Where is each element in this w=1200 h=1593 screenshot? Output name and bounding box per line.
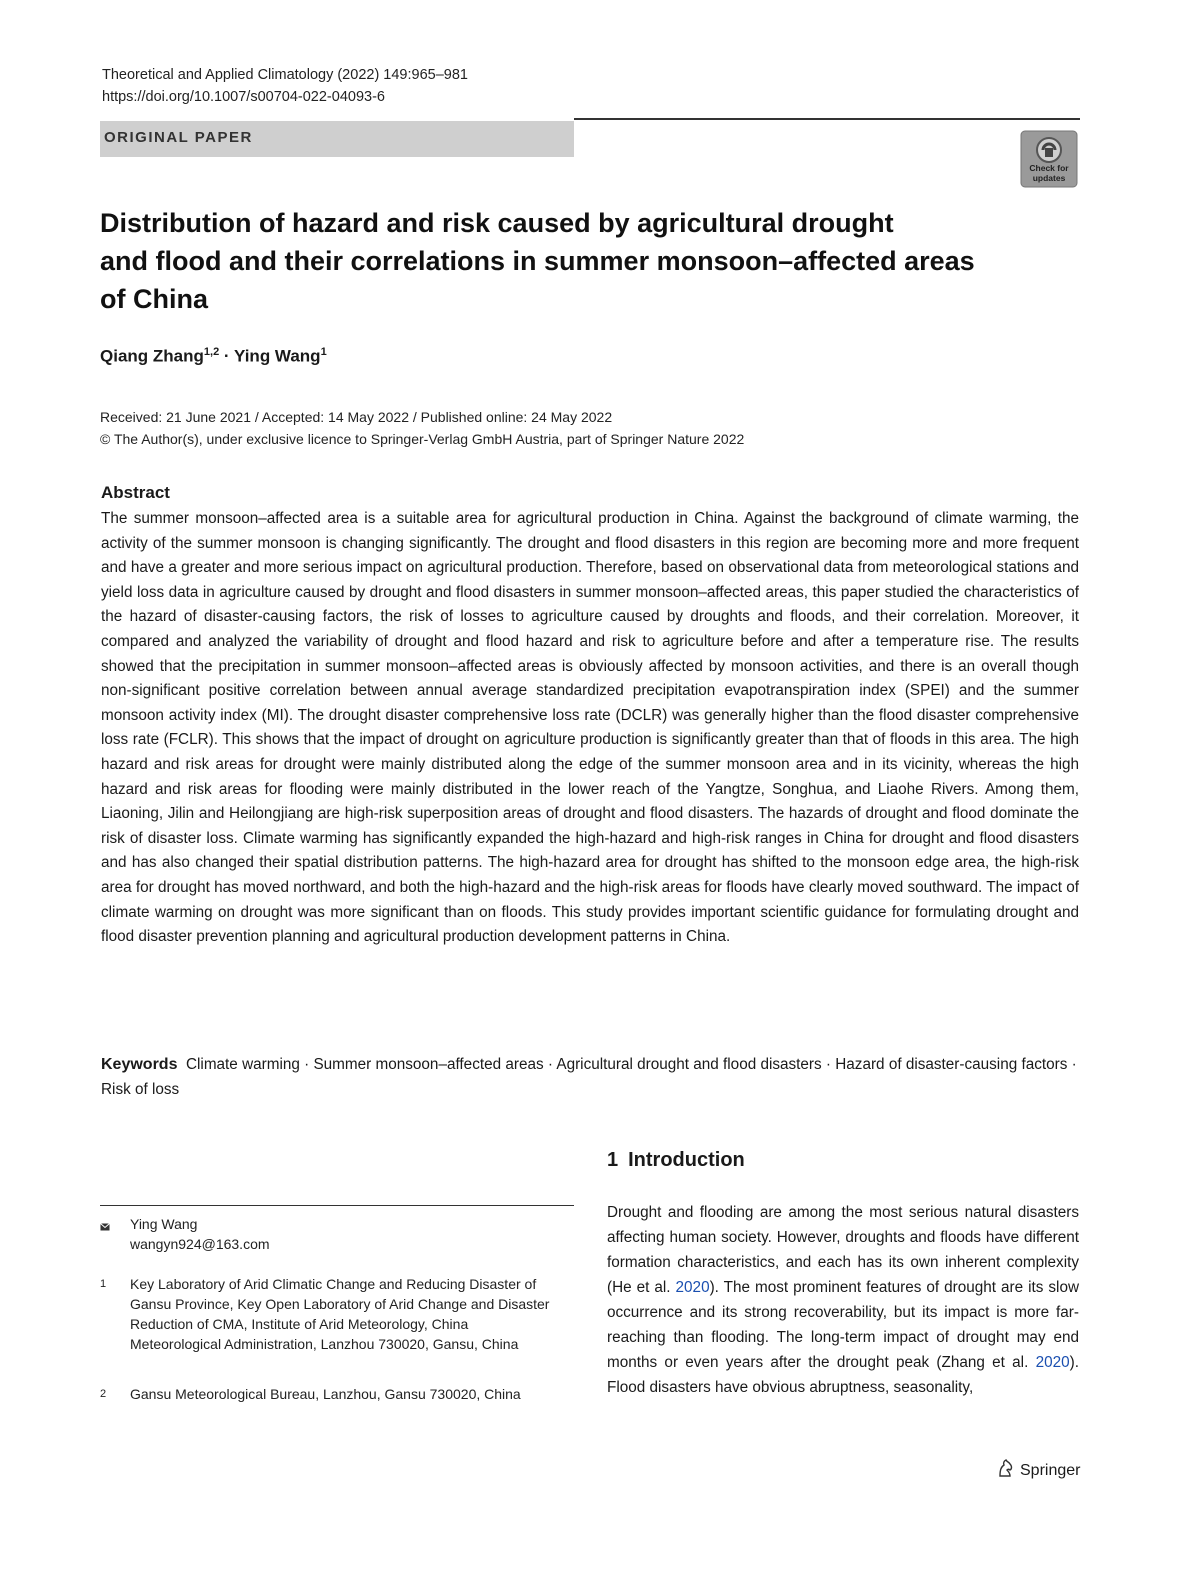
badge-text-line1: Check for [1029,163,1069,173]
abstract-text: The summer monsoon–affected area is a suitable area for agricultural production in China. Against the background of climate warming, the activity of the summer monsoon is changing significantly. The drought and flood disasters in this region are becoming more and more frequent and have a greater and more serious impact on agricultural production. Therefore, based on observational data from meteorological stations and yield loss data in agriculture caused by drought and flood disasters in summer monsoon–affected areas, this paper studied the characteristics of the hazard of disaster-causing factors, the risk of losses to agriculture caused by droughts and floods, and their correlation. Moreover, it compared and analyzed the variability of drought and flood hazard and risk to agriculture before and after a temperature rise. The results showed that the precipitation in summer monsoon–affected areas is obviously affected by monsoon activities, and there is an overall though non-significant positive correlation between annual average standardized precipitation evapotranspiration index (SPEI) and the summer monsoon activity index (MI). The drought disaster comprehensive loss rate (DCLR) was generally higher than the flood disaster comprehensive loss rate (FCLR). This shows that the impact of drought on agriculture production is significantly greater than that of floods in this area. The high hazard and risk areas for drought were mainly distributed along the edge of the summer monsoon area and in its vicinity, whereas the high hazard and risk areas for flooding were mainly distributed in the lower reach of the Yangtze, Songhua, and Liaohe Rivers. Among them, Liaoning, Jilin and Heilongjiang are high-risk superposition areas of drought and flood disasters. The hazards of drought and flood dominate the risk of disaster loss. Climate warming has significantly expanded the high-hazard and high-risk ranges in China for drought and flood disasters and has also changed their spatial distribution patterns. The high-hazard area for drought has shifted to the monsoon edge area, the high-risk area for drought has moved northward, and both the high-hazard and the high-risk areas for floods have clearly moved southward. The impact of climate warming on drought was more significant than on floods. This study provides important scientific guidance for formulating drought and flood disaster prevention planning and agricultural production development patterns in China. [101,510,1079,946]
header-rule [574,118,1080,120]
citation-link[interactable]: 2020 [675,1279,710,1296]
doi-link[interactable]: https://doi.org/10.1007/s00704-022-04093-6 [102,89,385,105]
author-affiliation-mark: 1,2 [203,346,220,358]
article-type: ORIGINAL PAPER [104,129,253,146]
section-number: 1 [607,1149,619,1171]
paper-title [100,204,1000,318]
check-for-updates-icon[interactable] [1020,130,1078,188]
citation-link[interactable]: 2020 [1035,1354,1070,1371]
journal-citation: Theoretical and Applied Climatology (2022) 149:965–981 [102,67,468,83]
corresponding-author-email[interactable]: wangyn924@163.com [130,1236,270,1252]
title-line: Distribution of hazard and risk caused by agricultural drought [100,208,894,238]
keywords-label: Keywords [101,1056,178,1073]
correspondence-footnote [100,1214,560,1256]
intro-text: ). The most prominent features of drought are its slow occurrence and its strong recoverability, but its impact is more far-reaching than flooding. The long-term impact of drought may end months or even years after the drought peak (Zhang et al. [607,1279,1080,1371]
abstract-heading: Abstract [101,483,170,502]
footnote-rule [100,1205,574,1206]
affiliation-text: Gansu Meteorological Bureau, Lanzhou, Gansu 730020, China [130,1386,521,1402]
history-line: Received: 21 June 2021 / Accepted: 14 May 2022 / Published online: 24 May 2022 [100,409,613,425]
title-line: and flood and their correlations in summer monsoon–affected areas [100,246,975,276]
publication-dates [100,406,744,450]
publisher-logo [996,1458,1080,1483]
affiliation-mark: 2 [100,1388,107,1400]
springer-horse-icon [996,1458,1016,1483]
affiliation-footnote [100,1274,560,1374]
intro-text: Drought and flooding are among the most serious natural disasters affecting human society. However, droughts and floods have different formation characteristics, and each has its own inherent complexity (He et al. [607,1204,1079,1296]
author-name[interactable]: Ying Wang [234,346,321,366]
author-list [100,346,327,367]
intro-text: ). Flood disasters have obvious abruptness, seasonality, [607,1354,1079,1396]
affiliation-footnote [100,1384,560,1428]
affiliation-text: Key Laboratory of Arid Climatic Change and Reducing Disaster of Gansu Province, Key Open Laboratory of Arid Change and Disaster Reduction of CMA, Institute of Arid Meteorology, China Meteorological Administration, Lanzhou 730020, Gansu, China [130,1276,550,1352]
title-line: of China [100,284,208,314]
affiliation-mark: 1 [100,1278,107,1290]
publisher-name: Springer [1020,1461,1081,1479]
journal-header [102,64,468,108]
introduction-paragraph [607,1200,1079,1400]
author-separator: · [219,346,234,366]
article-type-bar [100,121,574,157]
author-name[interactable]: Qiang Zhang [100,346,204,366]
envelope-icon [100,1218,110,1238]
keywords-text: Climate warming · Summer monsoon–affected areas · Agricultural drought and flood disasters · Hazard of disaster-causing factors · Risk of loss [101,1056,1077,1098]
author-affiliation-mark: 1 [320,346,327,358]
section-heading-introduction [607,1149,745,1172]
keywords [101,1052,1079,1102]
badge-text-line2: updates [1032,173,1066,183]
copyright-line: © The Author(s), under exclusive licence to Springer-Verlag GmbH Austria, part of Springer Nature 2022 [100,431,745,447]
corresponding-author-name: Ying Wang [130,1216,198,1232]
section-title: Introduction [628,1149,745,1171]
